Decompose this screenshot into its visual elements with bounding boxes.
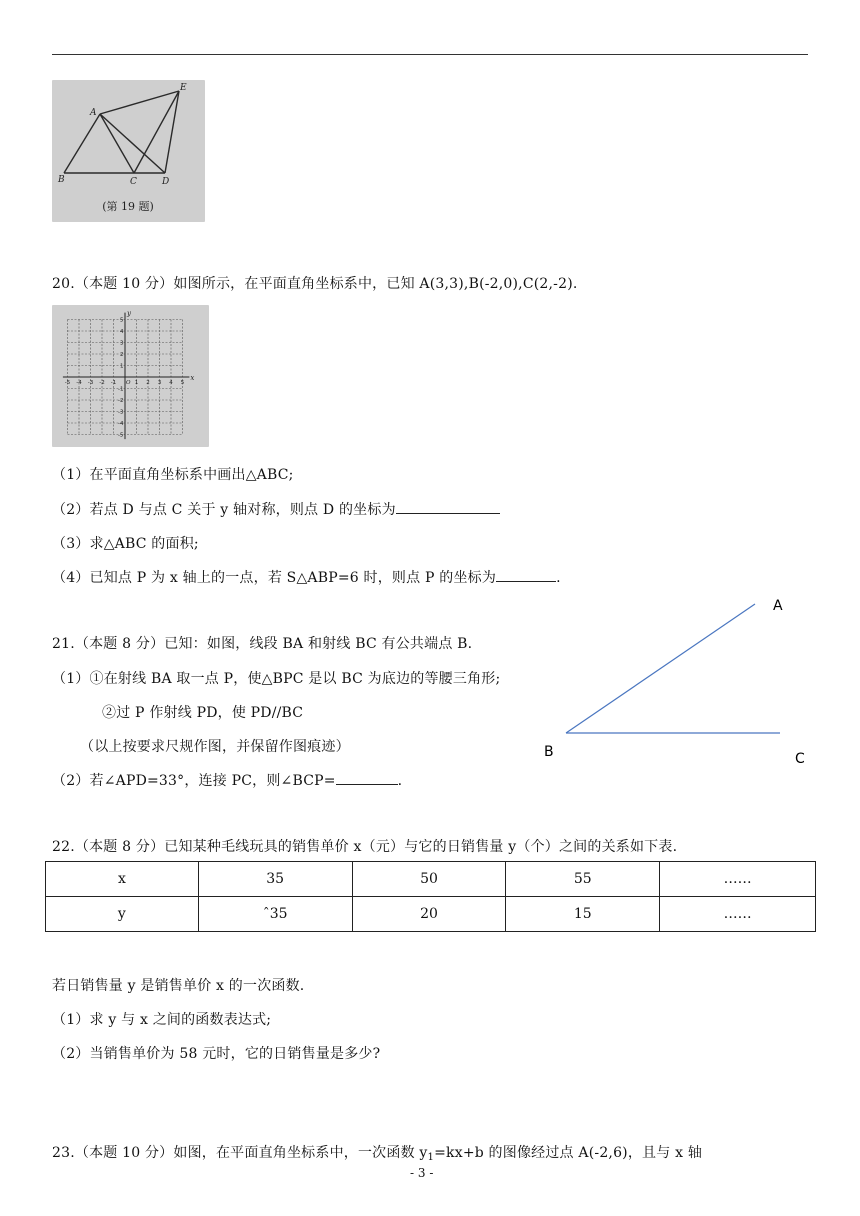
q22-part2: （2）当销售单价为 58 元时，它的日销售量是多少?	[52, 1046, 381, 1062]
x-tick-label: -3	[87, 380, 94, 386]
q20-stem: 20.（本题 10 分）如图所示，在平面直角坐标系中，已知 A(3,3),B(-2,0),C(2,-2).	[52, 276, 578, 292]
table-cell: 35	[198, 862, 352, 897]
y-tick-label: 1	[120, 363, 124, 370]
x-tick-label: -2	[99, 380, 105, 386]
fig19-label-a: A	[90, 108, 97, 118]
y-tick-label: -5	[118, 432, 124, 439]
table-cell: 50	[352, 862, 506, 897]
q20-part4	[52, 567, 561, 587]
y-tick-label: 5	[120, 317, 124, 324]
y-tick-label: 3	[120, 340, 124, 347]
q20-part4-end: .	[556, 570, 561, 586]
q21-stem: 21.（本题 8 分）已知：如图，线段 BA 和射线 BC 有公共端点 B.	[52, 636, 473, 652]
table-cell: ˆ35	[198, 897, 352, 932]
q21-part2	[52, 770, 402, 790]
answer-blank-d[interactable]	[396, 499, 500, 514]
x-tick-label: 2	[146, 380, 150, 386]
q21-part1c: （以上按要求尺规作图，并保留作图痕迹）	[80, 739, 350, 755]
q20-grid-photo	[52, 305, 209, 447]
q21-label-c: C	[795, 751, 805, 767]
origin-label: O	[126, 380, 131, 386]
q20-part2-text: （2）若点 D 与点 C 关于 y 轴对称，则点 D 的坐标为	[52, 502, 396, 518]
page-number: - 3 -	[410, 1166, 434, 1180]
figure-19-caption: (第 19 题)	[102, 200, 154, 213]
y-tick-label: -1	[118, 386, 124, 393]
x-tick-label: -1	[110, 380, 117, 386]
q23-stem-a: 23.（本题 10 分）如图，在平面直角坐标系中，一次函数 y	[52, 1145, 428, 1161]
q20-part3: （3）求△ABC 的面积;	[52, 536, 199, 552]
answer-blank-angle[interactable]	[336, 770, 398, 785]
coordinate-grid	[52, 305, 209, 447]
q21-part1: （1）①在射线 BA 取一点 P，使△BPC 是以 BC 为底边的等腰三角形;	[52, 671, 501, 687]
q21-label-a: A	[773, 598, 783, 614]
y-tick-label: -2	[118, 398, 124, 404]
table-row	[46, 897, 816, 932]
q21-part2-end: .	[397, 773, 403, 789]
table-cell: 20	[352, 897, 506, 932]
q22-stem: 22.（本题 8 分）已知某种毛线玩具的销售单价 x（元）与它的日销售量 y（个）之间的关系如下表.	[52, 839, 678, 855]
table-cell: x	[46, 862, 199, 897]
segment-ba	[566, 604, 755, 733]
q21-label-b: B	[544, 744, 554, 760]
x-tick-label: -5	[64, 380, 71, 386]
table-cell: y	[46, 897, 199, 932]
q22-part1: （1）求 y 与 x 之间的函数表达式;	[52, 1012, 272, 1028]
q21-part2-text: （2）若∠APD=33°，连接 PC，则∠BCP=	[52, 773, 336, 789]
q22-table	[45, 861, 816, 932]
q21-figure	[530, 592, 830, 782]
fig19-label-b: B	[58, 175, 65, 185]
q20-part1: （1）在平面直角坐标系中画出△ABC;	[52, 467, 294, 483]
table-row	[46, 862, 816, 897]
table-cell: ……	[660, 897, 816, 932]
y-tick-label: -4	[118, 421, 124, 427]
fig19-label-e: E	[180, 83, 187, 93]
q21-part1b: ②过 P 作射线 PD，使 PD//BC	[102, 705, 304, 721]
x-tick-label: 4	[169, 380, 173, 386]
table-cell: 15	[506, 897, 660, 932]
figure-19-diagram	[52, 80, 205, 222]
q22-after: 若日销售量 y 是销售单价 x 的一次函数.	[52, 978, 305, 994]
q20-part2	[52, 499, 500, 519]
q23-stem-b: =kx+b 的图像经过点 A(-2,6)，且与 x 轴	[434, 1145, 703, 1161]
x-tick-label: 5	[180, 380, 185, 386]
answer-blank-p[interactable]	[496, 567, 556, 582]
table-cell: 55	[506, 862, 660, 897]
y-tick-label: 4	[120, 329, 124, 335]
x-tick-label: -4	[76, 380, 82, 386]
table-cell: ……	[660, 862, 816, 897]
fig19-label-d: D	[162, 177, 170, 187]
q23-stem	[52, 1142, 702, 1163]
x-axis-label: x	[190, 374, 195, 382]
y-axis-label: y	[127, 309, 131, 318]
y-tick-label: 2	[120, 352, 124, 358]
q23-subscript: 1	[427, 1152, 435, 1163]
x-tick-label: 3	[157, 380, 162, 386]
y-tick-label: -3	[118, 409, 124, 416]
x-tick-label: 1	[134, 380, 139, 386]
figure-19-photo	[52, 80, 205, 222]
header-rule	[52, 54, 808, 55]
q20-part4-text: （4）已知点 P 为 x 轴上的一点，若 S△ABP=6 时，则点 P 的坐标为	[52, 570, 497, 586]
fig19-label-c: C	[130, 177, 137, 187]
